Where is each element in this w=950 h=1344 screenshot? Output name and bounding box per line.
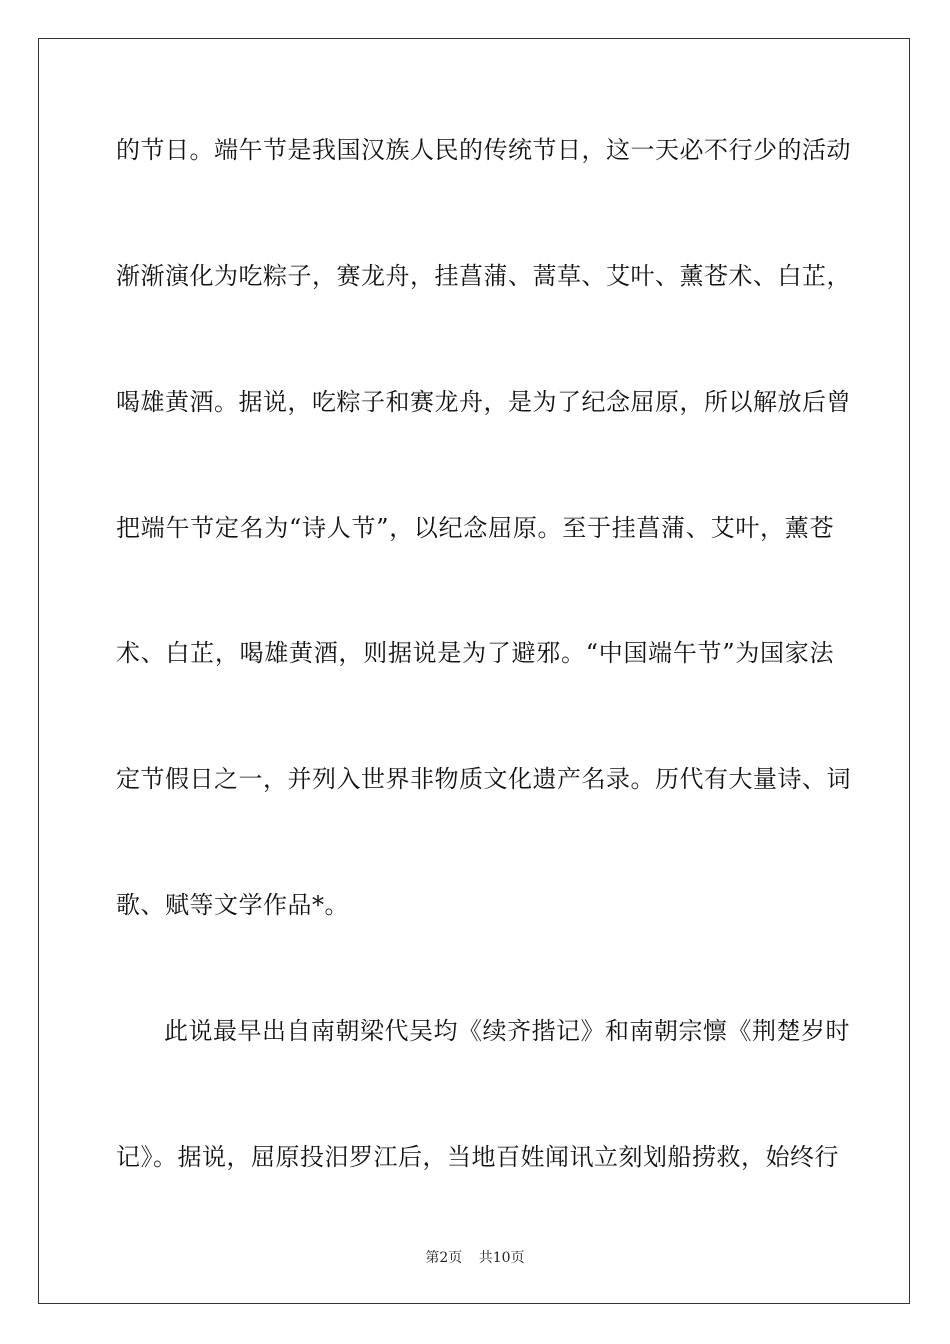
page-footer — [0, 1247, 950, 1267]
page-number: 第2页 — [425, 1250, 463, 1266]
text-line-7: 歌、赋等文学作品*。 — [116, 891, 349, 919]
page-total: 共10页 — [478, 1250, 525, 1266]
page-border — [38, 38, 910, 1304]
text-line-8: 此说最早出自南朝梁代吴均《续齐揩记》和南朝宗懔《荆楚岁时 — [164, 1017, 850, 1045]
text-line-4: 把端午节定名为“诗人节”，以纪念屈原。至于挂菖蒲、艾叶，薰苍 — [116, 514, 834, 542]
text-line-9: 记》。据说，屈原投汨罗江后，当地百姓闻讯立刻划船捞救，始终行 — [116, 1143, 839, 1171]
text-line-1: 的节日。端午节是我国汉族人民的传统节日，这一天必不行少的活动 — [116, 136, 851, 164]
text-line-5: 术、白芷，喝雄黄酒，则据说是为了避邪。“中国端午节”为国家法 — [116, 639, 834, 667]
text-line-2: 渐渐演化为吃粽子，赛龙舟，挂菖蒲、蒿草、艾叶、薰苍术、白芷， — [116, 262, 851, 290]
text-line-3: 喝雄黄酒。据说，吃粽子和赛龙舟，是为了纪念屈原，所以解放后曾 — [116, 388, 851, 416]
text-line-6: 定节假日之一，并列入世界非物质文化遗产名录。历代有大量诗、词 — [116, 765, 851, 793]
